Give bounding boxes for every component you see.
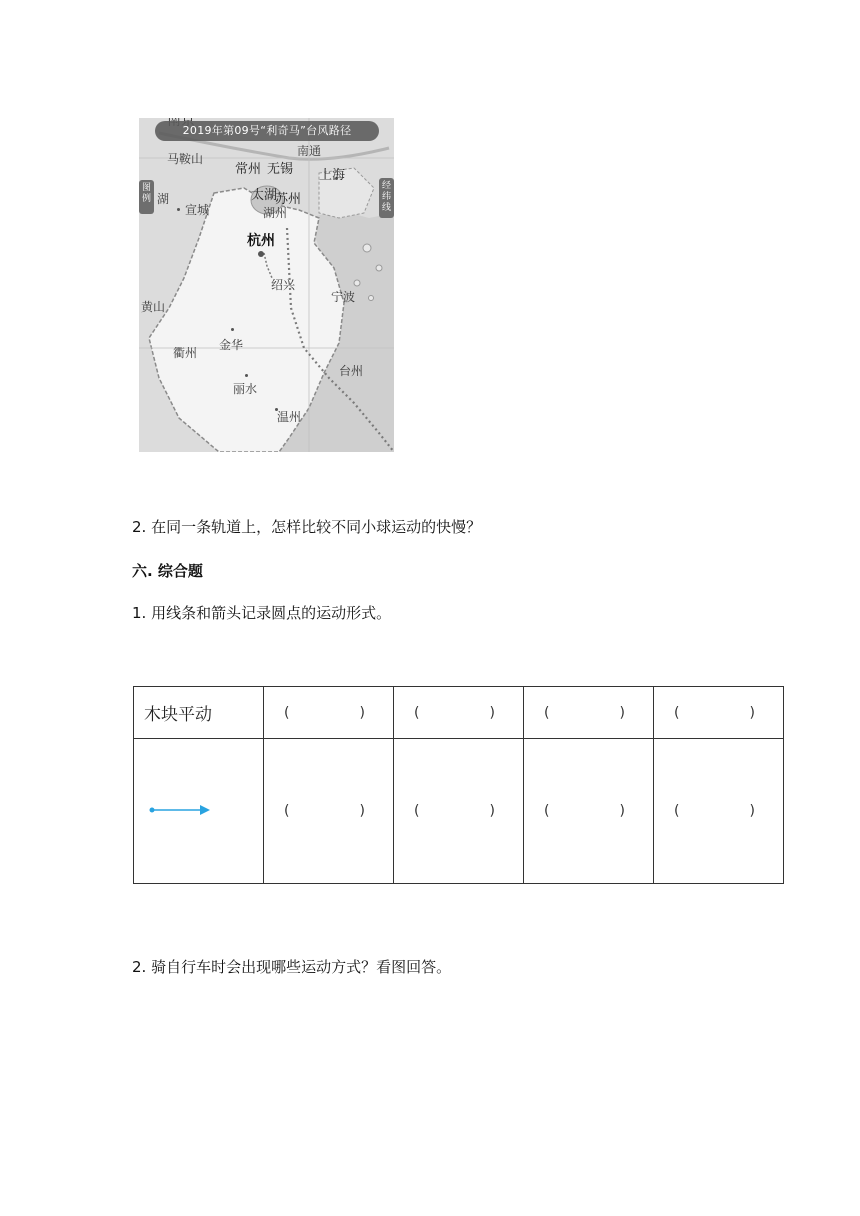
open-paren: (: [674, 704, 680, 721]
island: [363, 244, 371, 252]
close-paren: ): [749, 704, 755, 721]
close-paren: ): [489, 803, 495, 819]
city-label-hu: 湖: [157, 192, 170, 206]
answer-cell[interactable]: [264, 687, 394, 739]
city-label-lishui: 丽水: [233, 382, 258, 396]
open-paren: (: [414, 803, 420, 819]
answer-cell[interactable]: [394, 687, 524, 739]
close-paren: ): [749, 803, 755, 819]
grid-lines-button[interactable]: 经纬线: [379, 178, 394, 218]
answer-cell[interactable]: [654, 739, 784, 884]
city-label-shanghai: 上海: [319, 168, 346, 183]
motion-arrow-icon: [148, 803, 218, 817]
city-label-huangshan: 黄山: [141, 300, 166, 314]
city-label-suzhou: 苏州: [275, 192, 302, 207]
motion-record-table: [133, 686, 784, 884]
city-dot: [177, 208, 180, 211]
island: [369, 296, 374, 301]
typhoon-path-map: [139, 118, 394, 452]
city-label-quzhou: 衢州: [173, 346, 198, 360]
open-paren: (: [414, 704, 420, 721]
city-label-nantong: 南通: [297, 144, 322, 158]
open-paren: (: [674, 803, 680, 819]
close-paren: ): [359, 803, 365, 819]
city-label-shaoxing: 绍兴: [271, 278, 296, 292]
city-label-wuxi: 无锡: [267, 162, 294, 177]
city-label-maanshan: 马鞍山: [167, 152, 204, 166]
wooden-block-translation-label: 木块平动: [144, 705, 212, 725]
answer-cell[interactable]: [524, 687, 654, 739]
map-title: 2019年第09号“利奇马”台风路径: [155, 121, 379, 141]
answer-cell[interactable]: [654, 687, 784, 739]
city-label-taizhou: 台州: [339, 364, 364, 378]
open-paren: (: [544, 704, 550, 721]
item-2-text: 2. 骑自行车时会出现哪些运动方式？看图回答。: [132, 958, 452, 976]
city-label-jinhua: 金华: [219, 338, 244, 352]
city-dot: [245, 374, 248, 377]
question-2-text: 2. 在同一条轨道上，怎样比较不同小球运动的快慢？: [132, 518, 482, 536]
answer-cell[interactable]: [264, 739, 394, 884]
city-label-taihu: 太湖: [251, 188, 278, 203]
city-dot: [231, 328, 234, 331]
close-paren: ): [359, 704, 365, 721]
arrow-head: [200, 805, 210, 815]
table-cell: [134, 739, 264, 884]
open-paren: (: [284, 803, 290, 819]
city-label-ningbo: 宁波: [331, 290, 356, 304]
legend-button[interactable]: 图例: [139, 180, 154, 214]
answer-cell[interactable]: [524, 739, 654, 884]
typhoon-track-point: [258, 251, 264, 257]
island: [354, 280, 360, 286]
table-row: [134, 739, 784, 884]
open-paren: (: [284, 704, 290, 721]
answer-cell[interactable]: [394, 739, 524, 884]
close-paren: ): [489, 704, 495, 721]
item-1-text: 1. 用线条和箭头记录圆点的运动形式。: [132, 604, 392, 622]
city-label-huzhou: 湖州: [263, 206, 288, 220]
close-paren: ): [619, 704, 625, 721]
table-cell: [134, 687, 264, 739]
table-row: [134, 687, 784, 739]
section-heading-6: 六. 综合题: [132, 562, 203, 580]
close-paren: ): [619, 803, 625, 819]
open-paren: (: [544, 803, 550, 819]
city-label-changzhou: 常州: [235, 162, 262, 177]
city-label-xuancheng: 宣城: [185, 203, 210, 217]
city-label-hangzhou: 杭州: [247, 233, 275, 249]
city-label-wenzhou: 温州: [277, 410, 302, 424]
island: [376, 265, 382, 271]
